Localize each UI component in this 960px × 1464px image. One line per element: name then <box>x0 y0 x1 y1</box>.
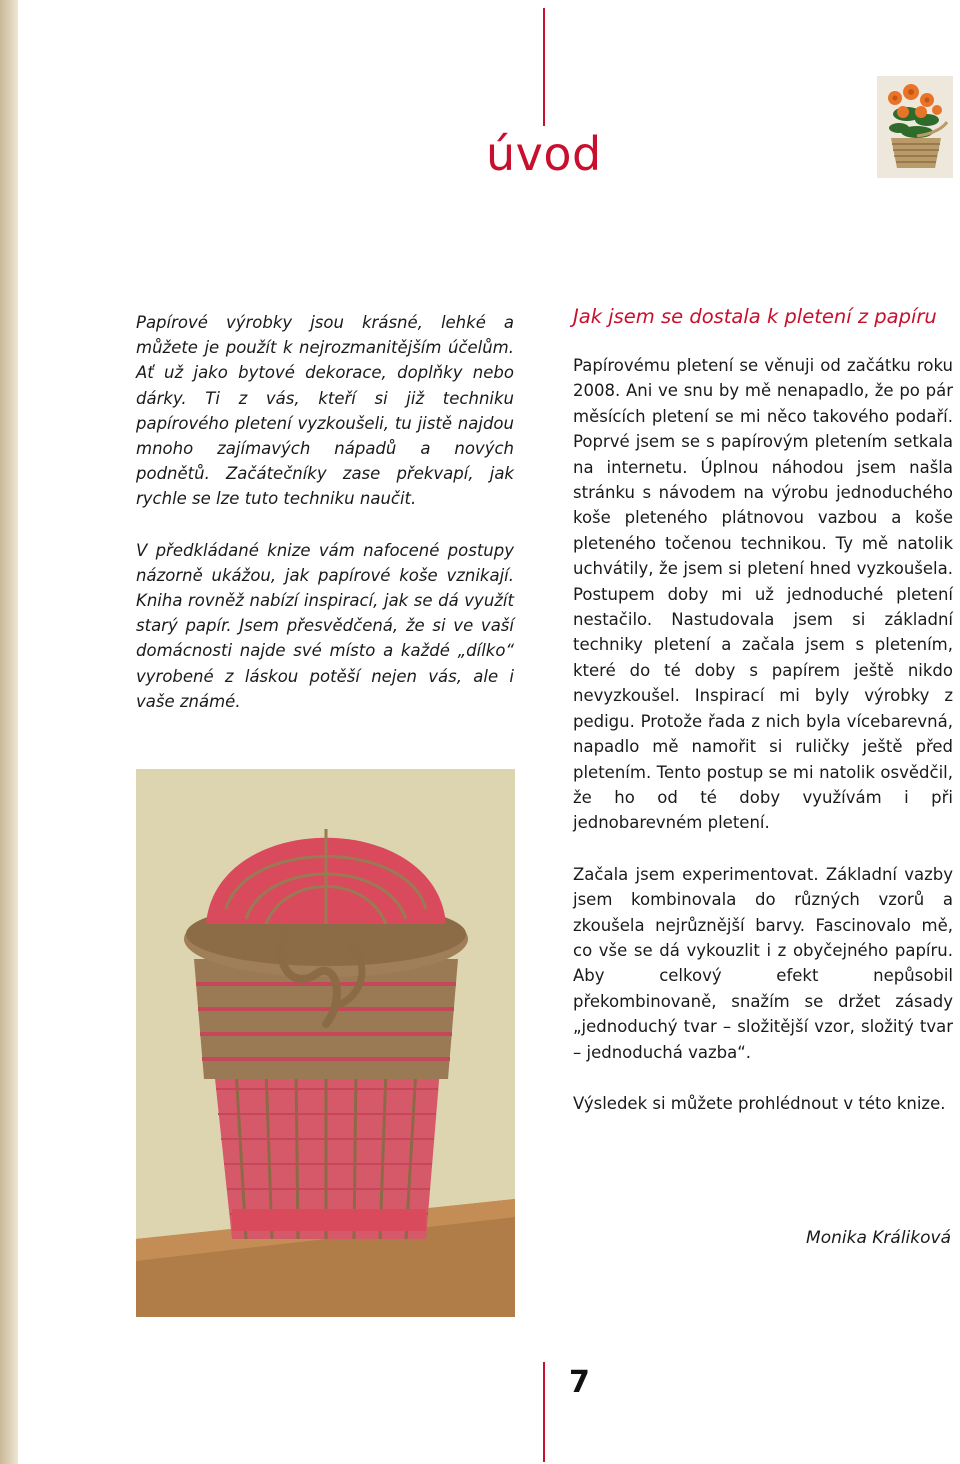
story-paragraph: Začala jsem experimentovat. Základní vazby jsem kombinovala do různých vzorů a zkoušela nejrůznější barvy. Fascinovalo mě, co vše se dá vykouzlit i z obyčejného papíru. Aby celkový efekt nepůsobil překombinovaně, snažím se držet zásady „jednoduchý tvar – složitější vzor, složitý tvar – jednoduchá vazba“. <box>573 864 953 1062</box>
page-edge-texture <box>0 0 18 1464</box>
story-paragraph: Výsledek si můžete prohlédnout v této knize. <box>573 1093 946 1113</box>
top-rule <box>543 8 545 126</box>
intro-paragraph: Papírové výrobky jsou krásné, lehké a můžete je použít k nejrozmanitějším účelům. Ať už jako bytové dekorace, doplňky nebo dárky. Ti z vás, kteří si již techniku papírového pletení vyzkoušeli, tu jistě najdou mnoho zajímavých nápadů a nových podnětů. Začátečníky zase překvapí, jak rychle se lze tuto techniku naučit. <box>136 313 514 509</box>
flower-basket-thumbnail <box>877 76 953 178</box>
page-number: 7 <box>569 1365 590 1400</box>
section-subheading: Jak jsem se dostala k pletení z papíru <box>573 305 937 328</box>
intro-paragraph: V předkládané knize vám nafocené postupy názorně ukážou, jak papírové koše vznikají. Kniha rovněž nabízí inspirací, jak se dá využít starý papír. Jsem přesvědčená, že si ve vaší domácnosti najde své místo a každé „dílko“ vyrobené z láskou potěší nejen vás, ale i vaše známé. <box>136 540 514 711</box>
bottom-rule <box>543 1362 545 1462</box>
story-paragraph: Papírovému pletení se věnuji od začátku roku 2008. Ani ve snu by mě nenapadlo, že po pár měsících pletení se mi něco takového podaří. Poprvé jsem se s papírovým pletením setkala na internetu. Úplnou náhodou jsem našla stránku s návodem na výrobu jednoduchého koše pleteného plátnovou vazbou a koše pleteného točenou technikou. Ty mě natolik uchvátily, že jsem si pletení hned vyzkoušela. Postupem doby mi už jednoduché pletení nestačilo. Nastudovala jsem si základní techniky pletení a začala jsem s pletením, které do té doby s papírem ještě nikdo nevyzkoušel. Inspirací mi byly výrobky z pedigu. Protože řada z nich byla vícebarevná, napadlo mě namořit si ruličky ještě před pletením. Tento postup se mi natolik osvědčil, že ho od té doby využívám i při jednobarevném pletení. <box>573 356 953 833</box>
woven-basket-photo <box>136 769 515 1317</box>
author-signature: Monika Králiková <box>806 1228 951 1248</box>
woven-basket-image <box>136 769 515 1317</box>
story-column <box>573 353 953 1116</box>
chapter-title: úvod <box>486 127 602 181</box>
intro-column <box>136 310 514 714</box>
flower-basket-image <box>877 76 953 178</box>
